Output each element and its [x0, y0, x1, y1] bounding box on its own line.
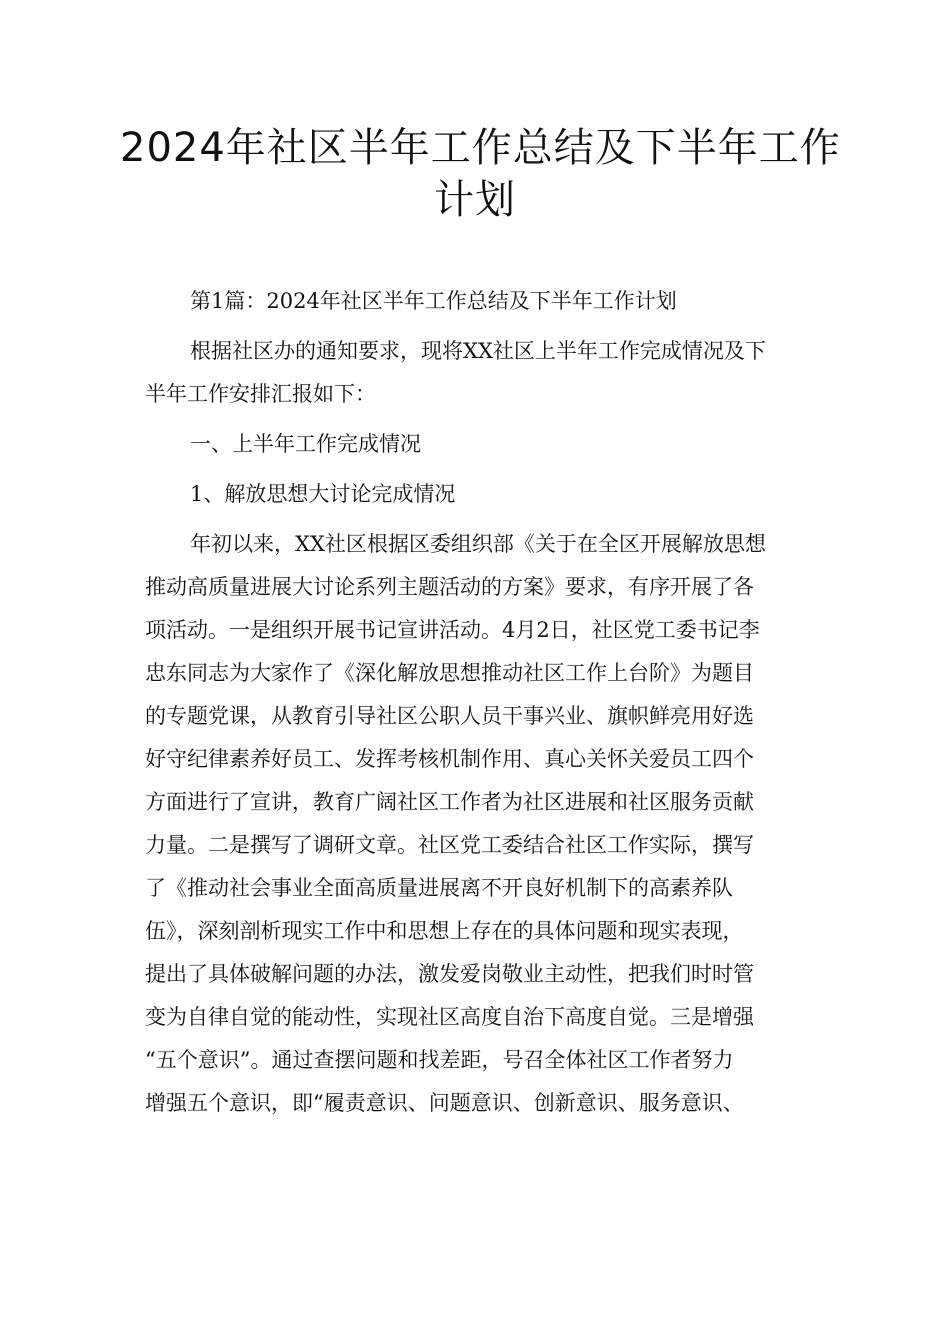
- intro-line-1: 根据社区办的通知要求，现将XX社区上半年工作完成情况及下: [190, 339, 766, 363]
- body-line: 推动高质量进展大讨论系列主题活动的方案》要求，有序开展了各: [145, 575, 754, 599]
- body-line: 好守纪律素养好员工、发挥考核机制作用、真心关怀关爱员工四个: [145, 747, 754, 771]
- section-heading-1: 一、上半年工作完成情况: [190, 432, 421, 456]
- body-line: 方面进行了宣讲，教育广阔社区工作者为社区进展和社区服务贡献: [145, 790, 754, 814]
- body-line: 了《推动社会事业全面高质量进展离不开良好机制下的高素养队: [145, 876, 733, 900]
- title-line-1: 2024年社区半年工作总结及下半年工作: [120, 125, 841, 171]
- body-line: 忠东同志为大家作了《深化解放思想推动社区工作上台阶》为题目: [145, 661, 754, 685]
- body-line: 年初以来，XX社区根据区委组织部《关于在全区开展解放思想: [190, 532, 766, 556]
- document-body: [145, 280, 808, 1132]
- body-line: 伍》，深刻剖析现实工作中和思想上存在的具体问题和现实表现，: [145, 919, 744, 943]
- body-line: 提出了具体破解问题的办法，激发爱岗敬业主动性，把我们时时管: [145, 962, 754, 986]
- body-line: 力量。二是撰写了调研文章。社区党工委结合社区工作实际，撰写: [145, 833, 754, 857]
- subsection-heading-1: 1、解放思想大讨论完成情况: [190, 482, 456, 506]
- body-line: 变为自律自觉的能动性，实现社区高度自治下高度自觉。三是增强: [145, 1005, 754, 1029]
- intro-paragraph: [145, 330, 808, 416]
- body-line: 增强五个意识，即“履责意识、问题意识、创新意识、服务意识、: [145, 1091, 744, 1115]
- title-line-2: 计划: [434, 177, 516, 223]
- body-paragraph: [145, 523, 808, 1125]
- chapter-heading: 第1篇：2024年社区半年工作总结及下半年工作计划: [190, 289, 677, 313]
- body-line: 的专题党课，从教育引导社区公职人员干事兴业、旗帜鲜亮用好选: [145, 704, 754, 728]
- body-line: 项活动。一是组织开展书记宣讲活动。4月2日，社区党工委书记李: [145, 618, 760, 642]
- body-line: “五个意识”。通过查摆问题和找差距，号召全体社区工作者努力: [145, 1048, 734, 1072]
- document-title: [120, 122, 841, 226]
- intro-line-2: 半年工作安排汇报如下：: [145, 382, 376, 406]
